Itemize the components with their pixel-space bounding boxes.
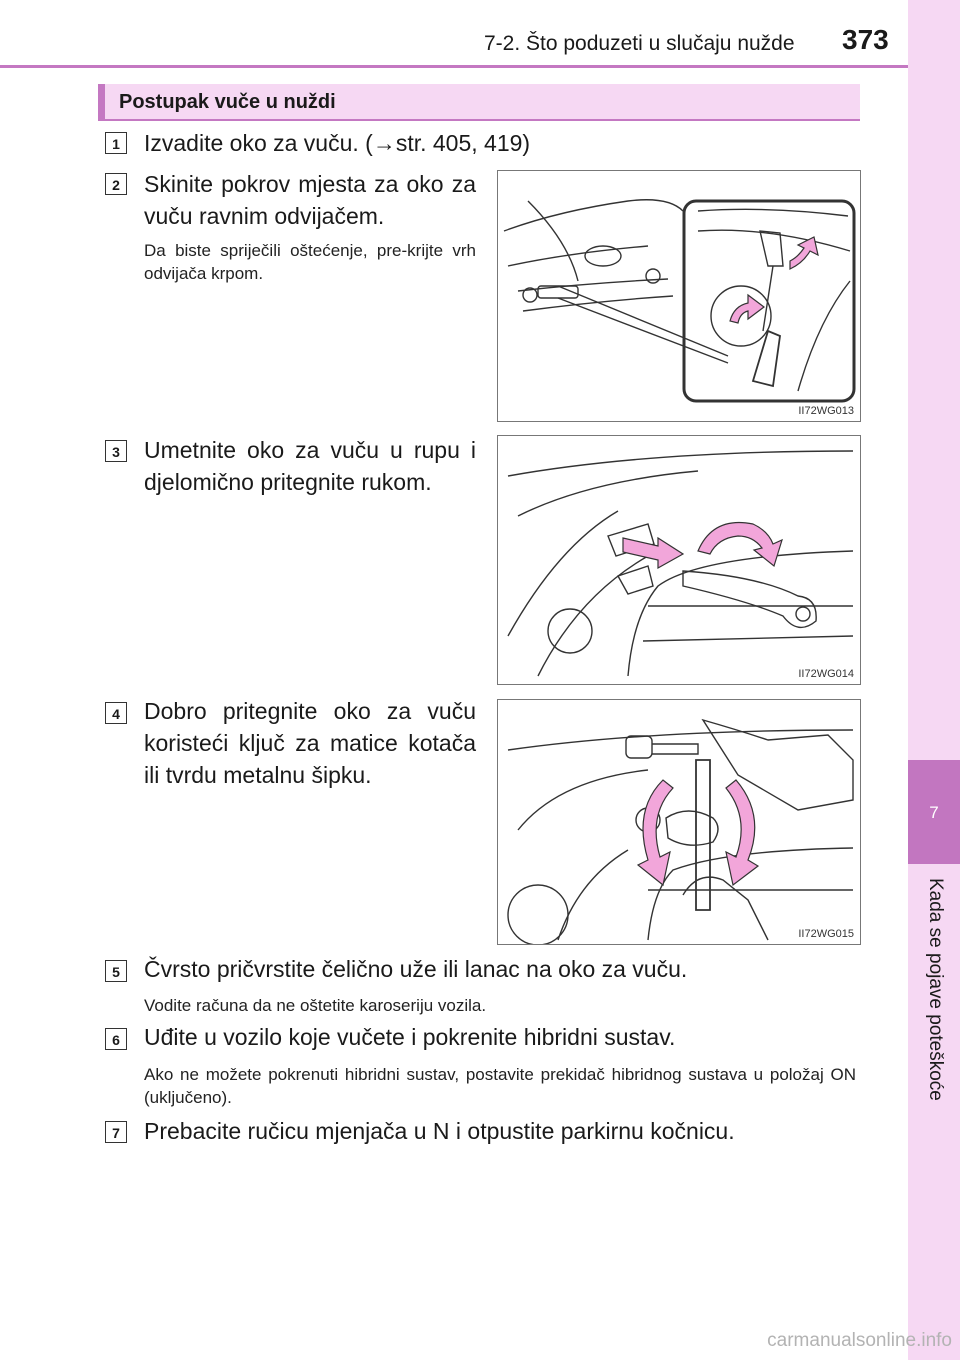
header-title: 7-2. Što poduzeti u slučaju nužde — [484, 32, 795, 55]
figure-tighten-towing-eye — [497, 699, 861, 945]
towing-eye-insert-illustration — [498, 436, 860, 684]
chapter-title: Kada se pojave poteškoće — [925, 878, 946, 1101]
step-text-6: Uđite u vozilo koje vučete i pokrenite hibridni sustav. — [144, 1024, 676, 1050]
watermark: carmanualsonline.info — [767, 1330, 952, 1351]
wrench-tighten-illustration — [498, 700, 860, 944]
step-number-4: 4 — [105, 702, 127, 724]
header-rule — [0, 65, 908, 68]
step-number-7: 7 — [105, 1121, 127, 1143]
step-number-5: 5 — [105, 960, 127, 982]
step-note-5: Vodite računa da ne oštetite karoseriju vozila. — [144, 996, 487, 1015]
bumper-cover-illustration — [498, 171, 860, 421]
step-text-2: Skinite pokrov mjesta za oko za vuču ravnim odvijačem. — [144, 171, 476, 229]
chapter-side-tab — [908, 0, 960, 1360]
step-text-4: Dobro pritegnite oko za vuču koristeći ključ za matice kotača ili tvrdu metalnu šipku. — [144, 698, 476, 788]
figure-code-3: II72WG015 — [798, 928, 854, 940]
step-number-6: 6 — [105, 1028, 127, 1050]
step-number-3: 3 — [105, 440, 127, 462]
step-text-7: Prebacite ručicu mjenjača u N i otpustite parkirnu kočnicu. — [144, 1118, 735, 1144]
step-note-2: Da biste spriječili oštećenje, pre-krijte vrh odvijača krpom. — [144, 241, 476, 283]
figure-insert-towing-eye — [497, 435, 861, 685]
chapter-number: 7 — [929, 803, 939, 822]
page-number: 373 — [842, 24, 889, 55]
step-number-2: 2 — [105, 173, 127, 195]
figure-code-1: II72WG013 — [798, 405, 854, 417]
step-text-1: Izvadite oko za vuču. (→str. 405, 419) — [144, 130, 531, 156]
step-number-1: 1 — [105, 132, 127, 154]
section-title: Postupak vuče u nuždi — [119, 91, 336, 113]
figure-code-2: II72WG014 — [798, 668, 854, 680]
step-text-5: Čvrsto pričvrstite čelično uže ili lanac na oko za vuču. — [144, 956, 688, 982]
figure-remove-cover — [497, 170, 861, 422]
step-note-6: Ako ne možete pokrenuti hibridni sustav, postavite prekidač hibridnog sustava u položaj ON (uključeno). — [144, 1065, 856, 1107]
section-heading — [98, 84, 860, 121]
step-text-3: Umetnite oko za vuču u rupu i djelomično pritegnite rukom. — [144, 437, 476, 495]
